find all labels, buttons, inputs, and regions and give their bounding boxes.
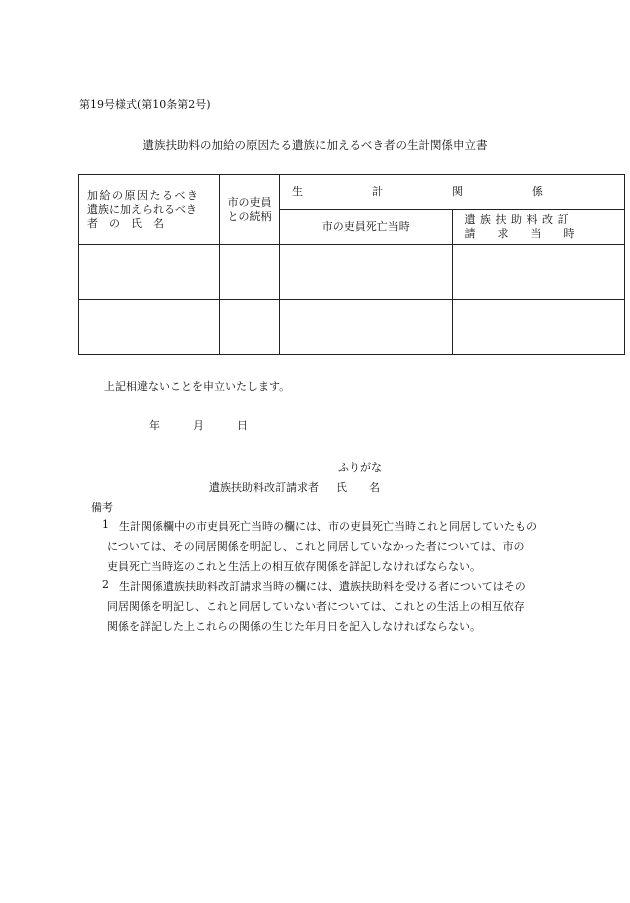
note-line: 生計関係欄中の市吏員死亡当時の欄には、市の吏員死亡当時これと同居していたもの [119,520,537,533]
date-year-label: 年 [149,419,160,432]
notes-heading: 備考 [91,501,113,514]
table-row [79,245,625,300]
header-name-line-2: 遺族に加えられるべき [87,202,197,216]
note-number: 2 [102,578,109,591]
date-month-label: 月 [193,419,204,432]
table-cell[interactable] [452,245,625,300]
header-name-line-1: 加給の原因たるべき [87,188,200,202]
note-number: 1 [102,518,109,531]
table-cell[interactable] [280,245,453,300]
claimant-label: 遺族扶助料改訂請求者 [209,481,319,494]
table-row [79,300,625,355]
header-relationship-line-1: 市の吏員 [227,195,272,209]
table-cell[interactable] [79,245,220,300]
note-line: 生計関係遺族扶助料改訂請求当時の欄には、遺族扶助料を受ける者についてはその [119,580,526,593]
date-day-label: 日 [237,419,248,432]
date-line [149,417,248,433]
table-cell[interactable] [79,300,220,355]
note-line: 吏員死亡当時迄のこれと生活上の相互依存関係を詳記しなければならない。 [107,560,481,573]
note-line: 関係を詳記した上これらの関係の生じた年月日を記入しなければならない。 [107,620,481,633]
header-at-revision-line-1: 遺族扶助料改訂 [464,213,573,226]
claimant-name-label: 氏 名 [336,481,380,494]
note-line: については、その同居関係を明記し、これと同居していなかった者については、市の [107,540,525,553]
header-life-relationship [280,175,625,210]
table-cell[interactable] [220,245,280,300]
header-relationship [220,175,280,245]
header-name-of-person [79,175,220,245]
header-at-revision [452,210,625,245]
header-relationship-line-2: との続柄 [227,209,272,223]
furigana-label: ふりがな [338,461,382,474]
note-line: 同居関係を明記し、これと同居していない者については、これとの生活上の相互依存 [107,600,525,613]
header-at-death [280,210,453,245]
claimant-line [209,479,380,495]
header-at-revision-line-2: 請求当時 [464,227,597,240]
table-cell[interactable] [220,300,280,355]
table-cell[interactable] [280,300,453,355]
header-life-relationship-text: 生計関係 [292,185,612,198]
table-cell[interactable] [452,300,625,355]
declaration-text: 上記相違ないことを申立いたします。 [104,380,291,393]
document-title: 遺族扶助料の加給の原因たる遺族に加えるべき者の生計関係申立書 [142,138,488,152]
form-number: 第19号様式(第10条第2号) [79,98,211,111]
header-name-line-3: 者 の 氏 名 [87,216,164,230]
life-relationship-table [78,174,625,355]
header-at-death-text: 市の吏員死亡当時 [321,220,410,233]
